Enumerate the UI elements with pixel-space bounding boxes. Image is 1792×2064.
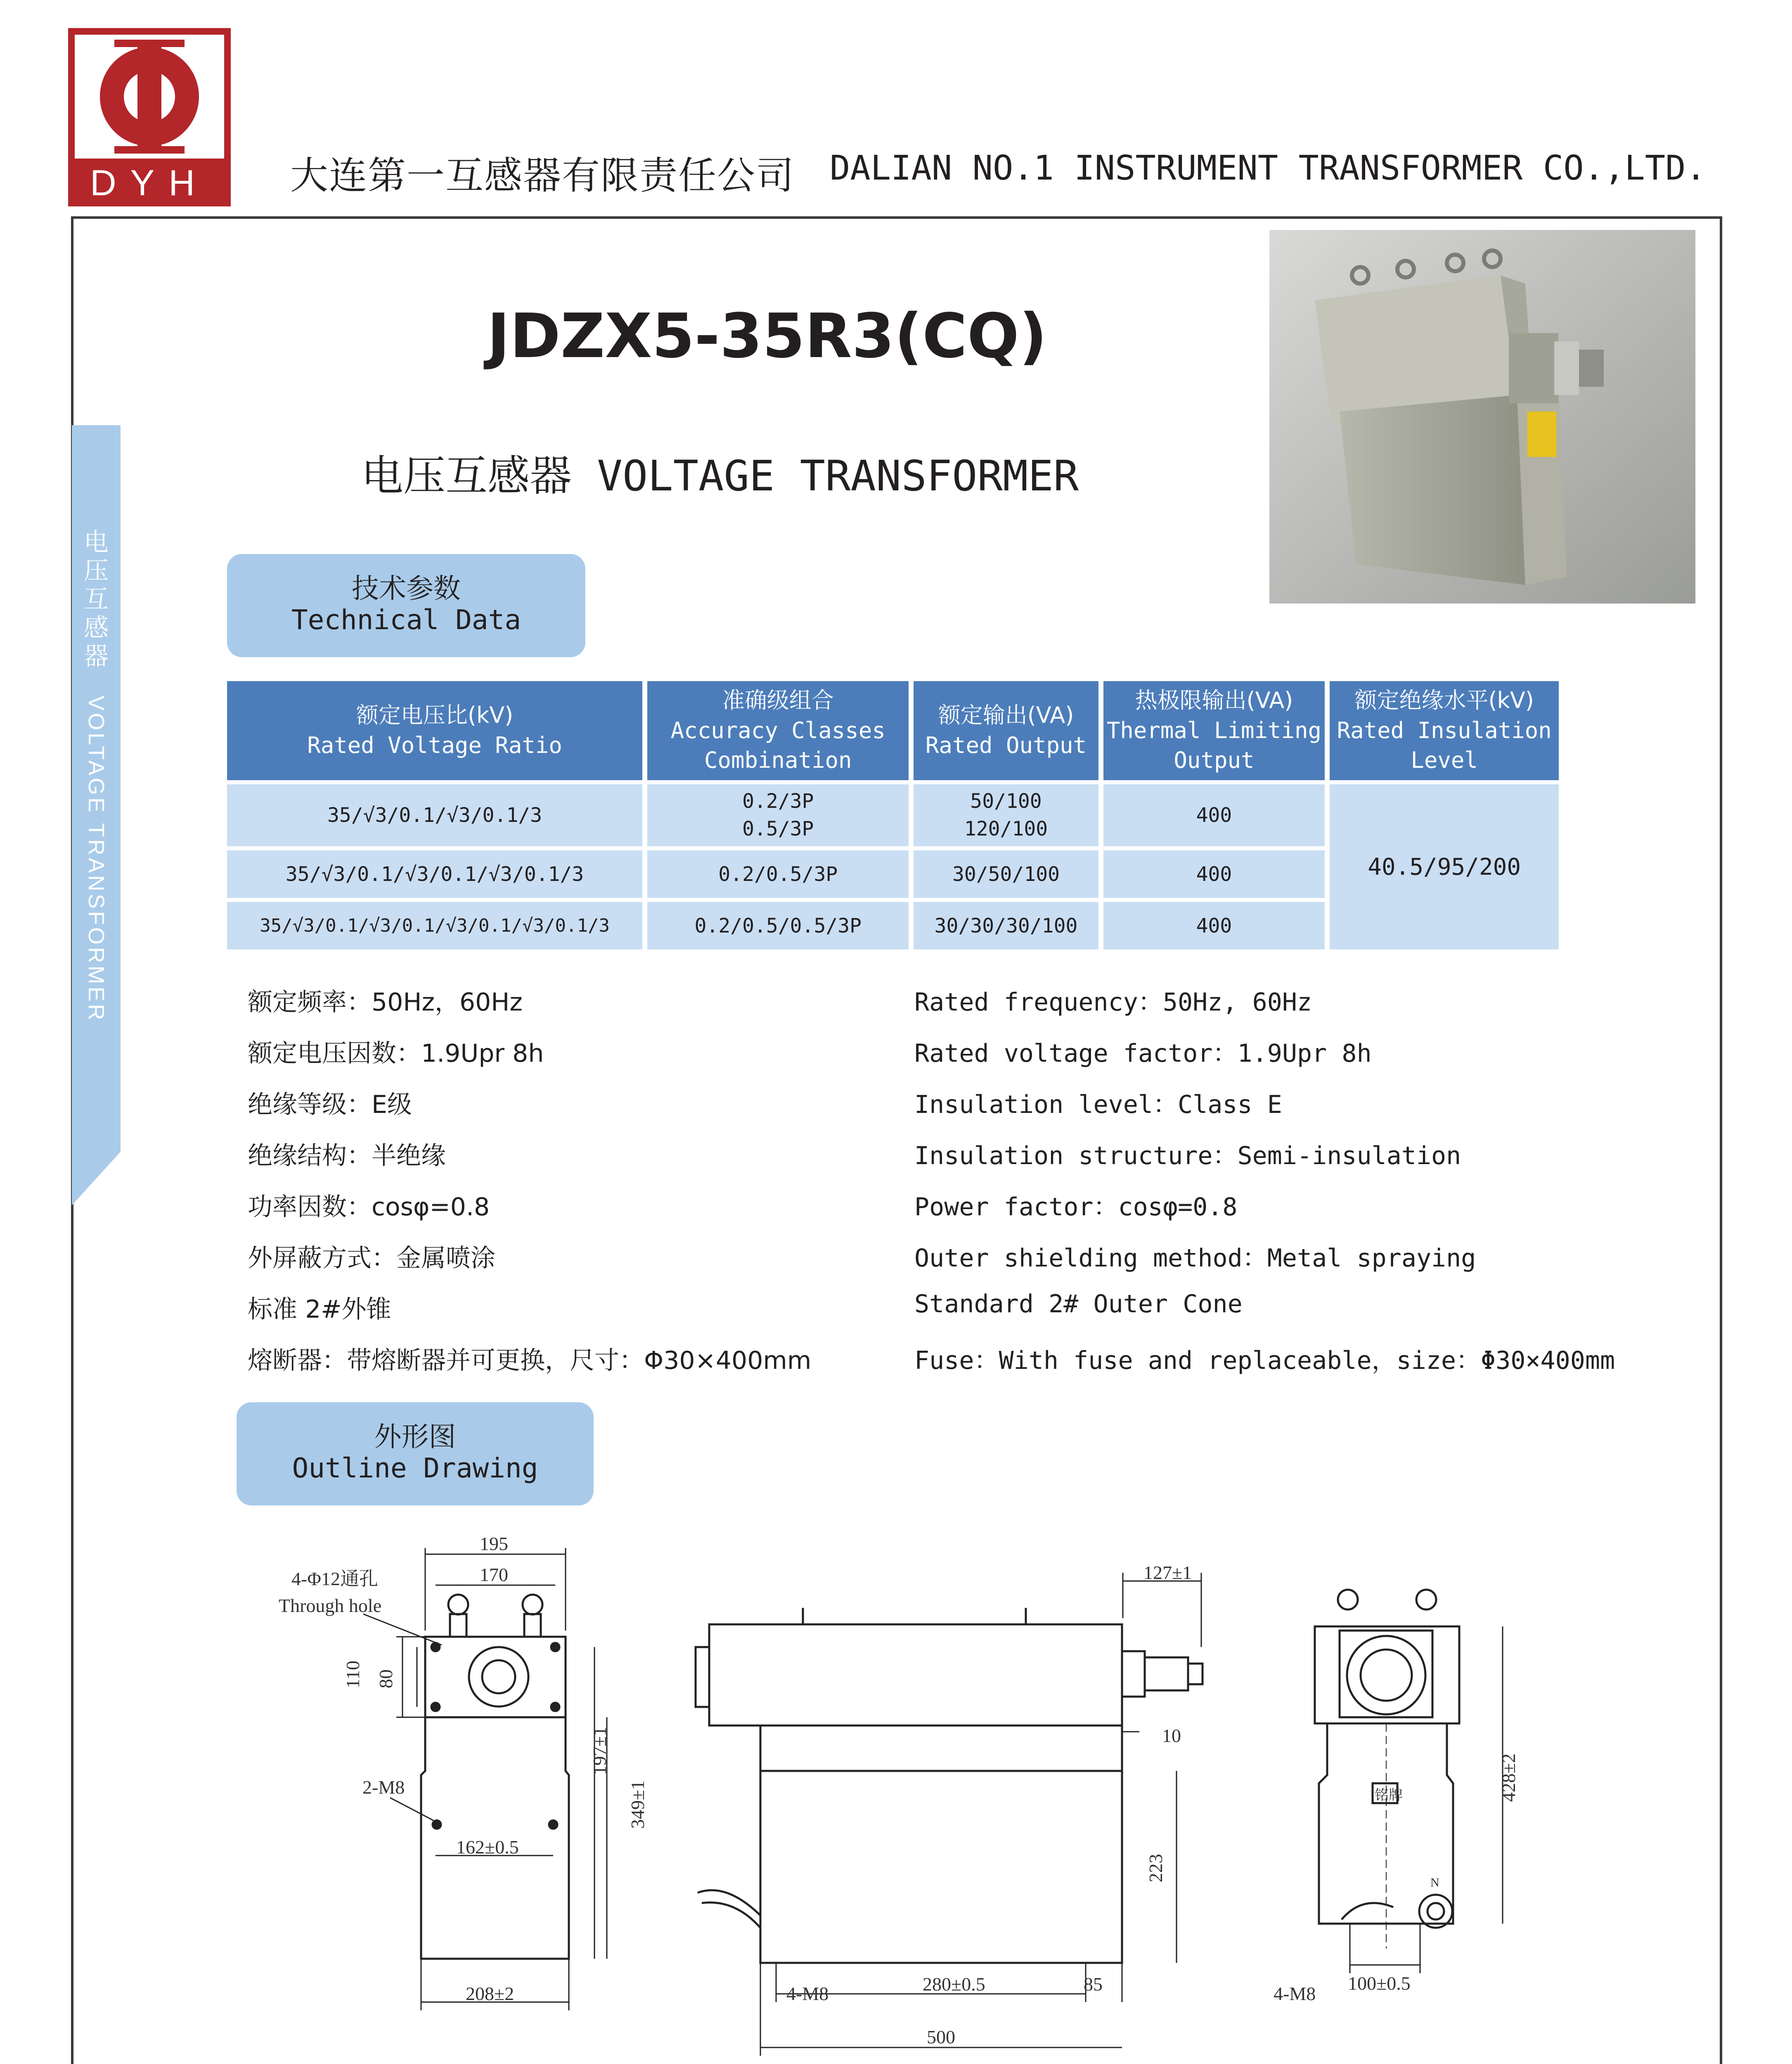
cell-thermal: 400	[1103, 902, 1325, 949]
dim-10: 10	[1162, 1725, 1181, 1746]
cell-accuracy: 0.2/3P 0.5/3P	[647, 784, 909, 846]
end-view	[1315, 1590, 1503, 1973]
dim-162: 162±0.5	[456, 1837, 519, 1858]
technical-data-en: Technical Data	[291, 604, 521, 636]
dim-349: 349±1	[627, 1780, 648, 1829]
dim-127: 127±1	[1143, 1562, 1192, 1583]
outline-drawing	[264, 1523, 1717, 2064]
header-accuracy: 准确级组合 Accuracy Classes Combination	[647, 681, 909, 780]
param-cn: 外屏蔽方式：金属喷涂	[248, 1244, 495, 1273]
param-cn: 熔断器：带熔断器并可更换，尺寸：Φ30×400mm	[248, 1346, 812, 1375]
product-subtitle: 电压互感器 VOLTAGE TRANSFORMER	[361, 452, 1079, 501]
param-cn: 功率因数：cosφ=0.8	[248, 1193, 490, 1221]
spec-table-header	[227, 681, 1559, 780]
cell-ratio: 35/√3/0.1/√3/0.1/√3/0.1/3	[227, 850, 642, 898]
technical-data-heading	[227, 554, 585, 657]
dim-428: 428±2	[1498, 1753, 1519, 1802]
param-cn: 绝缘结构：半绝缘	[248, 1141, 446, 1170]
outline-drawing-cn: 外形图	[374, 1421, 456, 1453]
param-en: Power factor：cosφ=0.8	[914, 1193, 1238, 1221]
param-en: Outer shielding method：Metal spraying	[914, 1244, 1476, 1273]
param-cn: 标准 2#外锥	[248, 1295, 391, 1324]
header-rated-output: 额定输出(VA) Rated Output	[914, 681, 1098, 780]
dim-85: 85	[1084, 1974, 1103, 1995]
cell-insulation-level: 40.5/95/200	[1330, 784, 1559, 949]
dim-197: 197±1	[589, 1726, 610, 1775]
dim-500: 500	[927, 2026, 955, 2047]
param-cn: 额定频率：50Hz，60Hz	[248, 988, 523, 1017]
dim-170: 170	[480, 1564, 508, 1585]
header-voltage-ratio: 额定电压比(kV) Rated Voltage Ratio	[227, 681, 642, 780]
header-insulation-level: 额定绝缘水平(kV) Rated Insulation Level	[1330, 681, 1559, 780]
company-name-en: DALIAN NO.1 INSTRUMENT TRANSFORMER CO.,LTD.	[830, 149, 1706, 188]
cell-thermal: 400	[1103, 850, 1325, 898]
cell-accuracy: 0.2/0.5/0.5/3P	[647, 902, 909, 949]
nameplate-label: 铭牌	[1375, 1788, 1403, 1803]
param-en: Fuse：With fuse and replaceable，size：Φ30×400mm	[914, 1346, 1615, 1375]
cell-accuracy: 0.2/0.5/3P	[647, 850, 909, 898]
product-model: JDZX5-35R3(CQ)	[487, 301, 1047, 372]
dim-208: 208±2	[466, 1983, 514, 2004]
cell-ratio: 35/√3/0.1/√3/0.1/3	[227, 784, 642, 846]
cell-output: 50/100 120/100	[914, 784, 1098, 846]
through-hole-cn: 4-Φ12通孔	[291, 1568, 378, 1589]
param-en: Rated voltage factor：1.9Upr 8h	[914, 1039, 1372, 1068]
cell-ratio: 35/√3/0.1/√3/0.1/√3/0.1/√3/0.1/3	[227, 902, 642, 949]
param-en: Standard 2# Outer Cone	[914, 1290, 1243, 1318]
cell-output: 30/50/100	[914, 850, 1098, 898]
dim-280: 280±0.5	[923, 1974, 985, 1995]
outline-drawing-en: Outline Drawing	[292, 1452, 538, 1484]
param-en: Insulation structure：Semi-insulation	[914, 1141, 1461, 1170]
dim-4-m8-side: 4-M8	[786, 1983, 829, 2004]
through-hole-en: Through hole	[279, 1595, 382, 1616]
dim-80: 80	[375, 1669, 396, 1688]
param-cn: 额定电压因数：1.9Upr 8h	[248, 1039, 544, 1068]
param-cn: 绝缘等级：E级	[248, 1090, 412, 1119]
outline-drawing-heading	[237, 1402, 594, 1505]
cell-output: 30/30/30/100	[914, 902, 1098, 949]
dim-4-m8-end: 4-M8	[1274, 1983, 1316, 2004]
header-thermal-output: 热极限输出(VA) Thermal Limiting Output	[1103, 681, 1325, 780]
param-en: Rated frequency：50Hz, 60Hz	[914, 988, 1312, 1017]
spec-table	[222, 677, 1564, 954]
param-en: Insulation level：Class E	[914, 1090, 1282, 1119]
dim-100: 100±0.5	[1348, 1973, 1411, 1994]
logo-text: DYH	[90, 162, 209, 203]
company-logo	[68, 28, 231, 206]
side-tab-text	[80, 528, 113, 1023]
side-tab-cn: 电压互感器	[84, 528, 109, 671]
dim-110: 110	[342, 1660, 363, 1688]
company-name-cn: 大连第一互感器有限责任公司	[290, 154, 795, 198]
product-photo	[1269, 230, 1695, 604]
table-row	[227, 784, 1559, 846]
n-label: N	[1430, 1876, 1439, 1889]
dim-2-m8: 2-M8	[362, 1777, 405, 1798]
side-tab-en: VOLTAGE TRANSFORMER	[84, 696, 109, 1023]
cell-thermal: 400	[1103, 784, 1325, 846]
technical-data-cn: 技术参数	[352, 573, 461, 604]
dim-223: 223	[1145, 1854, 1166, 1882]
dim-195: 195	[480, 1533, 508, 1554]
